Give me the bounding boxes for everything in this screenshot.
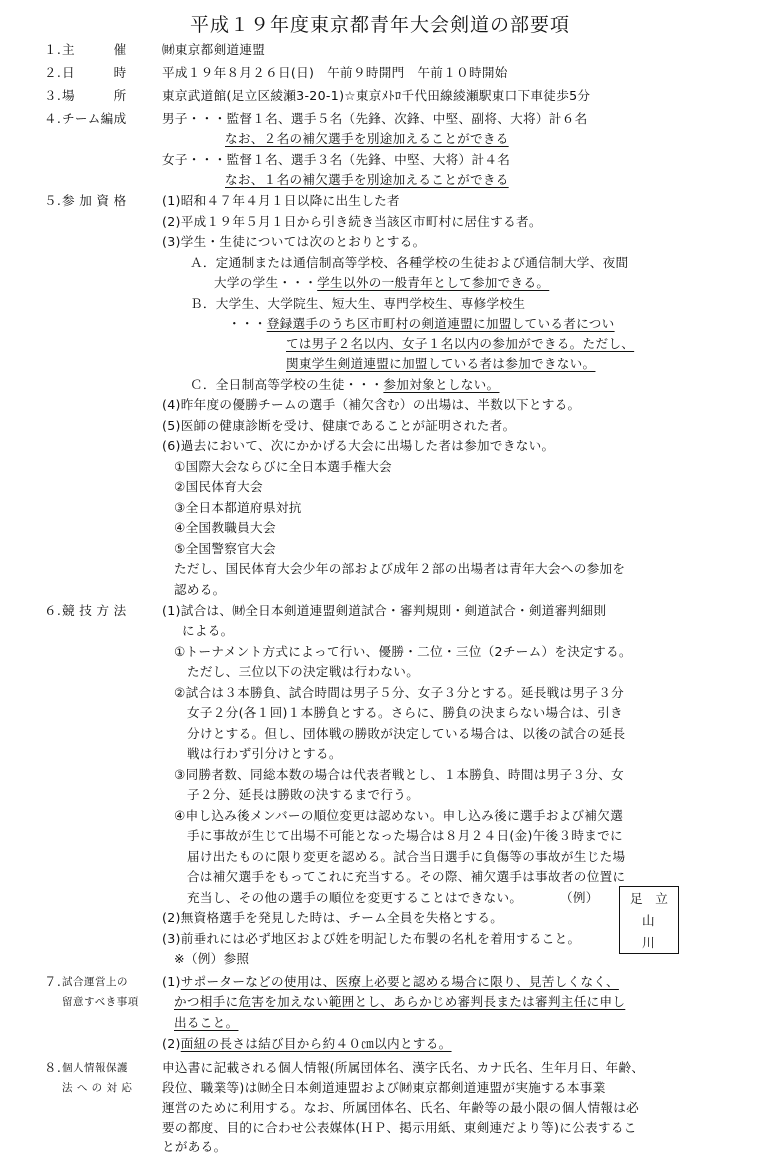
section-6-line: による。	[182, 623, 234, 638]
section-4-line: なお、１名の補欠選手を別途加えることができる	[225, 172, 509, 187]
section-8-line: 要の都度、目的に合わせ公表媒体(ＨＰ、掲示用紙、東剣連だより等)に公表するこ	[162, 1120, 637, 1135]
section-8-line: 申込書に記載される個人情報(所属団体名、漢字氏名、カナ氏名、生年月日、年齢、	[162, 1060, 645, 1075]
section-7-line: (1)サポーターなどの使用は、医療上必要と認める場合に限り、見苦しくなく、	[162, 974, 619, 989]
section-6-line: (3)前垂れには必ず地区および姓を明記した布製の名札を着用すること。	[162, 931, 581, 946]
section-8-number: ８.	[44, 1060, 62, 1075]
section-6-line: 分けとする。但し、団体戦の勝敗が決定している場合は、以後の試合の延長	[187, 726, 626, 741]
section-8-line: 段位、職業等)は㈶全日本剣道連盟および㈶東京都剣道連盟が実施する本事業	[162, 1080, 606, 1095]
section-6-line: 子２分、延長は勝敗の決するまで行う。	[187, 787, 420, 802]
section-5-line: ③全日本都道府県対抗	[174, 500, 302, 515]
section-5-line: (1)昭和４７年４月１日以降に出生した者	[162, 193, 400, 208]
section-4-line: なお、２名の補欠選手を別途加えることができる	[225, 131, 509, 146]
page-title: 平成１９年度東京都青年大会剣道の部要項	[189, 14, 570, 36]
section-5-line: ④全国教職員大会	[174, 520, 276, 535]
section-6-line: (1)試合は、㈶全日本剣道連盟剣道試合・審判規則・剣道試合・剣道審判細則	[162, 603, 607, 618]
section-6-line: 充当し、その他の選手の順位を変更することはできない。	[187, 890, 523, 905]
section-7-line: (2)面紐の長さは結び目から約４０㎝以内とする。	[162, 1036, 452, 1051]
section-6-line: ③同勝者数、同総本数の場合は代表者戦とし、１本勝負、時間は男子３分、女	[174, 767, 624, 782]
section-5-line: Ｃ．全日制高等学校の生徒・・・参加対象としない。	[190, 377, 500, 392]
name-tag-surname-1: 山	[642, 913, 655, 928]
section-5-line: ては男子２名以内、女子１名以内の参加ができる。ただし、	[286, 336, 635, 351]
section-3-number: ３.	[44, 88, 62, 103]
section-6-line: 戦は行わず引分けとする。	[187, 746, 342, 761]
section-6-number: ６.	[44, 603, 62, 618]
section-2-label: 日 時	[62, 65, 127, 80]
section-6-line: (2)無資格選手を発見した時は、チーム全員を失格とする。	[162, 910, 504, 925]
section-7-label: 試合運営上の	[62, 976, 128, 988]
section-5-line: ①国際大会ならびに全日本選手権大会	[174, 459, 392, 474]
section-1-label: 主 催	[62, 42, 127, 57]
name-tag-district: 足 立	[630, 891, 668, 906]
section-8-label: 法 へ の 対 応	[62, 1082, 133, 1094]
section-8-line: 運営のために利用する。なお、所属団体名、氏名、年齢等の最小限の個人情報は必	[162, 1100, 640, 1115]
section-3-line: 東京武道館(足立区綾瀬3-20-1)☆東京ﾒﾄﾛ千代田線綾瀬駅東口下車徒歩5分	[162, 88, 591, 103]
section-3-label: 場 所	[62, 88, 127, 103]
name-tag-example	[619, 886, 679, 954]
section-7-label: 留意すべき事項	[62, 996, 139, 1008]
section-6-line: ただし、三位以下の決定戦は行わない。	[187, 664, 420, 679]
section-5-line: ・・・登録選手のうち区市町村の剣道連盟に加盟している者につい	[228, 316, 615, 331]
section-6-line: ※（例）参照	[174, 951, 250, 966]
section-6-line: ②試合は３本勝負、試合時間は男子５分、女子３分とする。延長戦は男子３分	[174, 685, 624, 700]
section-6-line: ④申し込み後メンバーの順位変更は認めない。申し込み後に選手および補欠選	[174, 808, 624, 823]
section-6-line: 合は補欠選手をもってこれに充当する。その際、補欠選手は事故者の位置に	[187, 869, 626, 884]
section-4-number: ４.	[44, 111, 62, 126]
section-5-number: ５.	[44, 193, 62, 208]
section-5-line: (5)医師の健康診断を受け、健康であることが証明された者。	[162, 418, 516, 433]
section-5-line: 関東学生剣道連盟に加盟している者は参加できない。	[286, 356, 596, 371]
section-7-number: ７.	[44, 974, 62, 989]
section-7-line: かつ相手に危害を加えない範囲とし、あらかじめ審判長または審判主任に申し	[174, 994, 626, 1009]
section-8-line: とがある。	[162, 1139, 227, 1154]
section-4-line: 女子・・・監督１名、選手３名（先鋒、中堅、大将）計４名	[162, 152, 511, 167]
section-6-line: ①トーナメント方式によって行い、優勝・二位・三位（2チーム）を決定する。	[174, 644, 632, 659]
section-6-label: 競 技 方 法	[62, 603, 127, 618]
section-5-line: (4)昨年度の優勝チームの選手（補欠含む）の出場は、半数以下とする。	[162, 397, 581, 412]
section-1-number: １.	[44, 42, 62, 57]
section-5-line: Ｂ．大学生、大学院生、短大生、専門学校生、専修学校生	[190, 296, 526, 311]
section-5-label: 参 加 資 格	[62, 193, 127, 208]
section-6-line: 届け出たものに限り変更を認める。試合当日選手に負傷等の事故が生じた場	[187, 849, 626, 864]
section-7-line: 出ること。	[174, 1015, 239, 1030]
section-5-line: ⑤全国警察官大会	[174, 541, 276, 556]
section-5-line: (3)学生・生徒については次のとおりとする。	[162, 234, 426, 249]
example-label: （例）	[560, 890, 599, 905]
section-6-line: 手に事故が生じて出場不可能となった場合は８月２４日(金)午後３時までに	[187, 828, 623, 843]
section-5-line: (6)過去において、次にかかげる大会に出場した者は参加できない。	[162, 438, 555, 453]
section-2-number: ２.	[44, 65, 62, 80]
section-5-line: ②国民体育大会	[174, 479, 263, 494]
section-4-line: 男子・・・監督１名、選手５名（先鋒、次鋒、中堅、副将、大将）計６名	[162, 111, 588, 126]
section-5-line: (2)平成１９年５月１日から引き続き当該区市町村に居住する者。	[162, 214, 542, 229]
section-5-line: 大学の学生・・・学生以外の一般青年として参加できる。	[214, 275, 550, 290]
section-4-label: チーム編成	[62, 111, 127, 126]
section-5-line: ただし、国民体育大会少年の部および成年２部の出場者は青年大会への参加を	[174, 561, 626, 576]
section-5-line: Ａ．定通制または通信制高等学校、各種学校の生徒および通信制大学、夜間	[190, 255, 629, 270]
section-5-line: 認める。	[174, 582, 226, 597]
section-8-label: 個人情報保護	[62, 1062, 128, 1074]
name-tag-surname-2: 川	[642, 935, 655, 950]
section-1-line: ㈶東京都剣道連盟	[162, 42, 266, 57]
section-6-line: 女子２分(各１回)１本勝負とする。さらに、勝負の決まらない場合は、引き	[187, 705, 623, 720]
section-2-line: 平成１９年８月２６日(日) 午前９時開門 午前１０時開始	[162, 65, 508, 80]
